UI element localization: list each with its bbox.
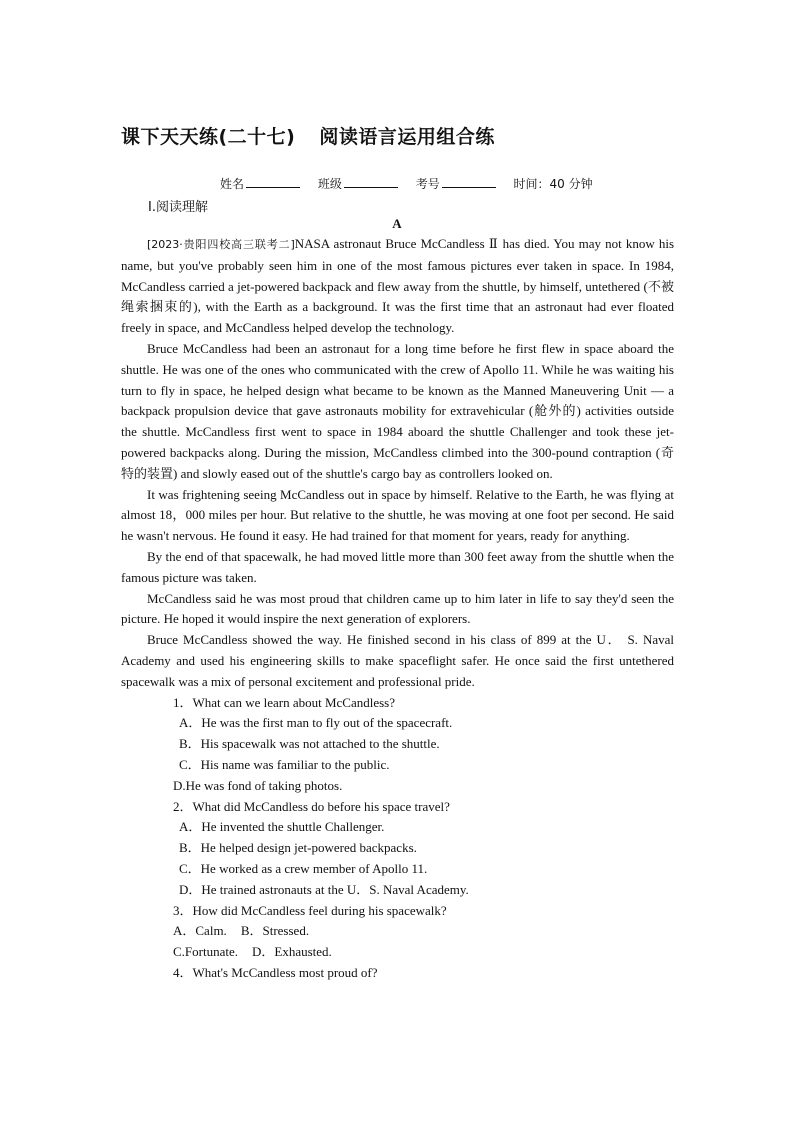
title-part-2: 阅读语言运用组合练 bbox=[319, 126, 495, 148]
paragraph-3: It was frightening seeing McCandless out in space by himself. Relative to the Earth, he was flying at almost 18，000 miles per hour. But relative to the shuttle, he was moving at one foot per second. He said he wasn't nervous. He found it easy. He had trained for that moment for years, ready for anything. bbox=[121, 486, 674, 544]
option-d[interactable]: D．Exhausted. bbox=[252, 944, 332, 960]
section-heading: Ⅰ.阅读理解 bbox=[148, 200, 208, 215]
option-c[interactable]: C．He worked as a crew member of Apollo 11. bbox=[179, 860, 428, 876]
student-info-line bbox=[220, 175, 607, 192]
source-tag: [2023·贵阳四校高三联考二] bbox=[147, 238, 295, 251]
option-d[interactable]: D.He was fond of taking photos. bbox=[173, 777, 343, 793]
option-c[interactable]: C.Fortunate. bbox=[173, 944, 238, 960]
option-row-cd bbox=[121, 942, 674, 963]
option-a[interactable]: A．Calm. bbox=[173, 923, 227, 939]
class-blank[interactable] bbox=[344, 176, 398, 188]
question-stem: 4．What's McCandless most proud of? bbox=[173, 964, 378, 980]
question-stem: 2．What did McCandless do before his space travel? bbox=[173, 798, 450, 814]
option-c[interactable]: C．His name was familiar to the public. bbox=[179, 756, 390, 772]
question-3 bbox=[121, 901, 674, 963]
passage-body bbox=[121, 234, 674, 984]
paragraph-5: McCandless said he was most proud that children came up to him later in life to say they'd seen the picture. He hoped it would inspire the next generation of explorers. bbox=[121, 590, 674, 627]
name-blank[interactable] bbox=[246, 176, 300, 188]
title-part-1: 课下天天练(二十七) bbox=[121, 126, 296, 148]
exam-no-field: 考号 bbox=[416, 175, 496, 192]
option-d[interactable]: D．He trained astronauts at the U．S. Naval Academy. bbox=[179, 881, 469, 897]
time-limit: 时间：40 分钟 bbox=[513, 177, 593, 191]
paragraph-1: [2023·贵阳四校高三联考二]NASA astronaut Bruce McCandless Ⅱ has died. You may not know his name, but you've probably seen him in one of the most famous pictures ever taken in space. In 1984, McCandless carried a jet-powered backpack and flew away from the shuttle, by himself, untethered (不被绳索捆束的), with the Earth as a background. It was the first time that an astronaut had ever floated freely in space, and McCandless helped develop the technology. bbox=[121, 236, 674, 336]
paragraph-2: Bruce McCandless had been an astronaut for a long time before he first flew in space aboard the shuttle. He was one of the ones who communicated with the crew of Apollo 11. While he was waiting his turn to fly in space, he helped design what became to be known as the Manned Maneuvering Unit — a backpack propulsion device that gave astronauts mobility for extravehicular (舱外的) activities outside the shuttle. McCandless first went to space in 1984 aboard the shuttle Challenger and took these jet-powered backpacks along. During the mission, McCandless climbed into the 300-pound contraption (奇特的装置) and slowly eased out of the shuttle's cargo bay as controllers looked on. bbox=[121, 340, 674, 481]
option-b[interactable]: B．Stressed. bbox=[240, 923, 310, 939]
name-field: 姓名 bbox=[220, 175, 300, 192]
class-field: 班级 bbox=[318, 175, 398, 192]
question-1 bbox=[121, 693, 674, 797]
question-4 bbox=[121, 963, 674, 984]
option-a[interactable]: A．He was the first man to fly out of the spacecraft. bbox=[179, 715, 453, 731]
paragraph-6: Bruce McCandless showed the way. He finished second in his class of 899 at the U． S. Naval Academy and used his engineering skills to make spaceflight safer. He once said the first untethered spacewalk was a mix of personal excitement and professional pride. bbox=[121, 632, 674, 689]
question-2 bbox=[121, 797, 674, 901]
paragraph-4: By the end of that spacewalk, he had moved little more than 300 feet away from the shuttle when the famous picture was taken. bbox=[121, 548, 674, 585]
passage-label: A bbox=[392, 216, 402, 231]
question-stem: 3．How did McCandless feel during his spacewalk? bbox=[173, 902, 447, 918]
option-a[interactable]: A．He invented the shuttle Challenger. bbox=[179, 819, 385, 835]
option-b[interactable]: B．He helped design jet-powered backpacks. bbox=[179, 840, 417, 856]
question-stem: 1．What can we learn about McCandless? bbox=[173, 694, 396, 710]
option-row-ab bbox=[121, 921, 674, 942]
option-b[interactable]: B．His spacewalk was not attached to the shuttle. bbox=[179, 736, 440, 752]
page-title bbox=[121, 122, 495, 149]
exam-no-blank[interactable] bbox=[442, 176, 496, 188]
